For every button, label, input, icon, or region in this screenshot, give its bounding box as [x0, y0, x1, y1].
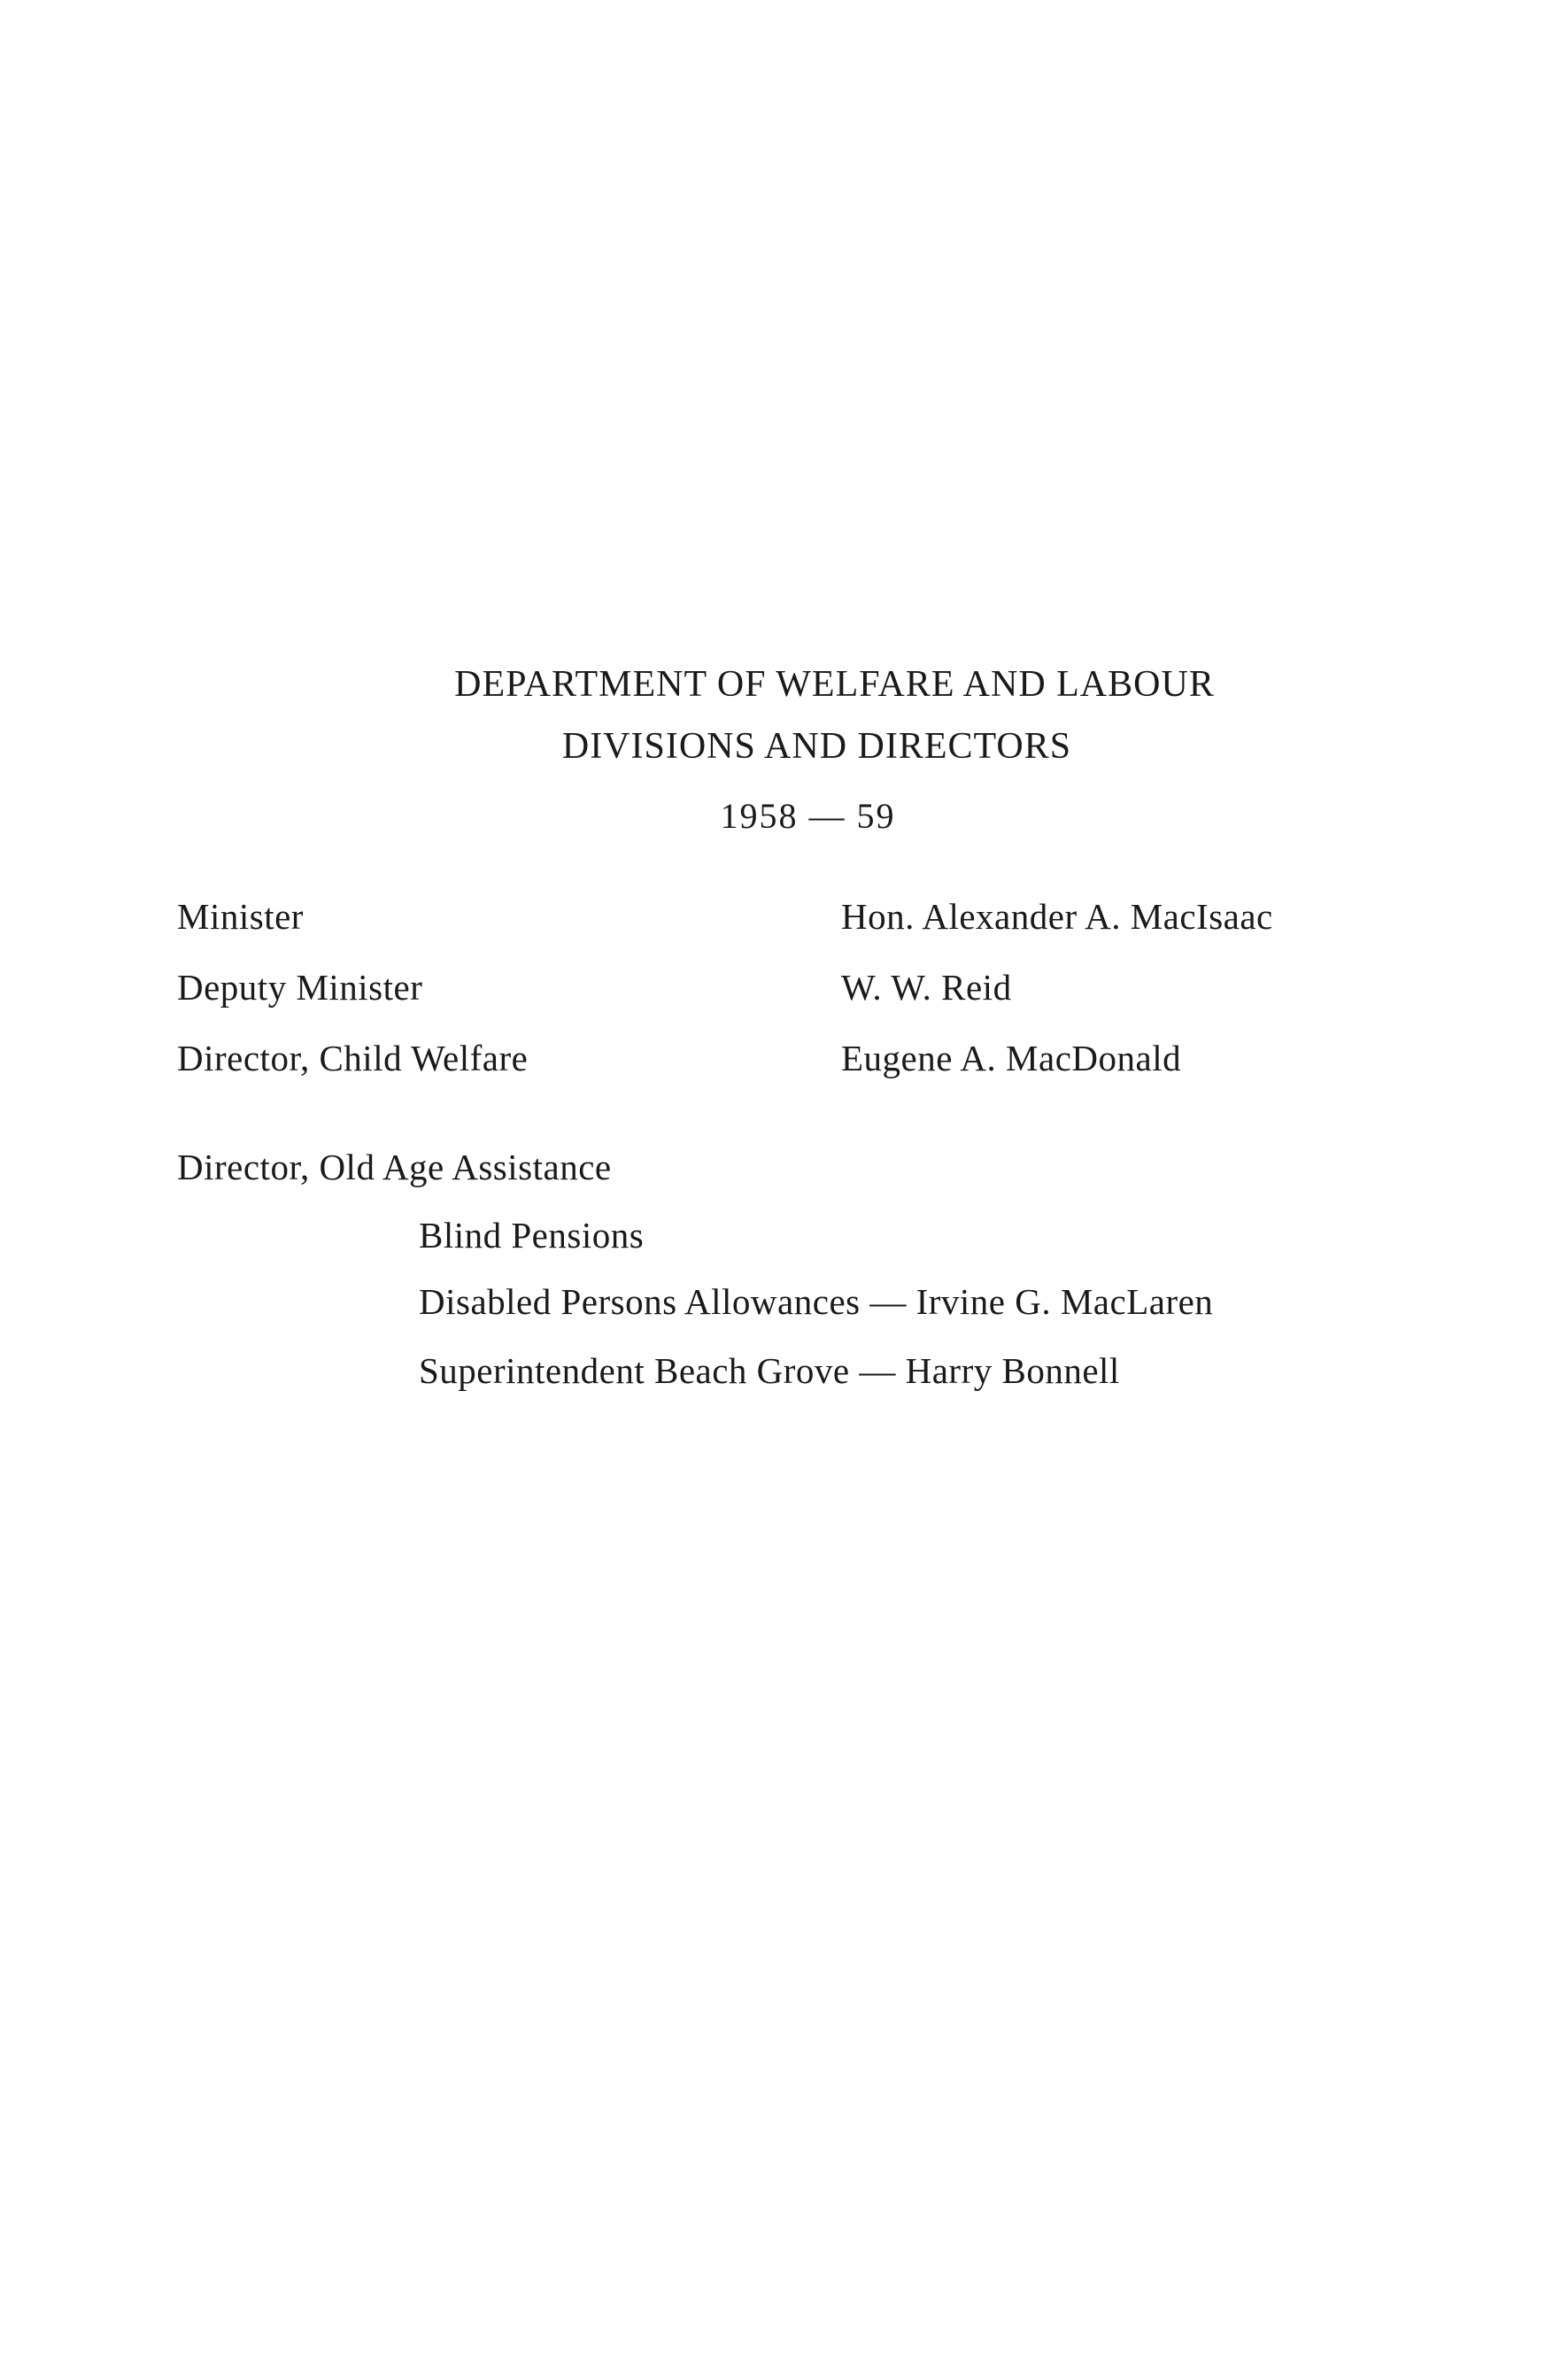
- officer-name-child-welfare: Eugene A. MacDonald: [841, 1038, 1182, 1078]
- officer-name-minister: Hon. Alexander A. MacIsaac: [841, 896, 1273, 937]
- beach-grove-superintendent-line: Superintendent Beach Grove — Harry Bonnell: [419, 1350, 1120, 1391]
- divisions-subtitle: DIVISIONS AND DIRECTORS: [561, 726, 1072, 767]
- disabled-persons-line: Disabled Persons Allowances — Irvine G. MacLaren: [419, 1281, 1214, 1322]
- department-title: DEPARTMENT OF WELFARE AND LABOUR: [454, 664, 1215, 705]
- officer-role-deputy-minister: Deputy Minister: [177, 967, 423, 1008]
- officer-role-minister: Minister: [177, 896, 304, 937]
- fiscal-year: 1958 — 59: [720, 796, 896, 836]
- officer-role-child-welfare: Director, Child Welfare: [177, 1038, 529, 1078]
- officer-name-deputy-minister: W. W. Reid: [841, 967, 1012, 1008]
- blind-pensions-line: Blind Pensions: [419, 1215, 645, 1256]
- old-age-assistance-director: Director, Old Age Assistance: [177, 1147, 612, 1187]
